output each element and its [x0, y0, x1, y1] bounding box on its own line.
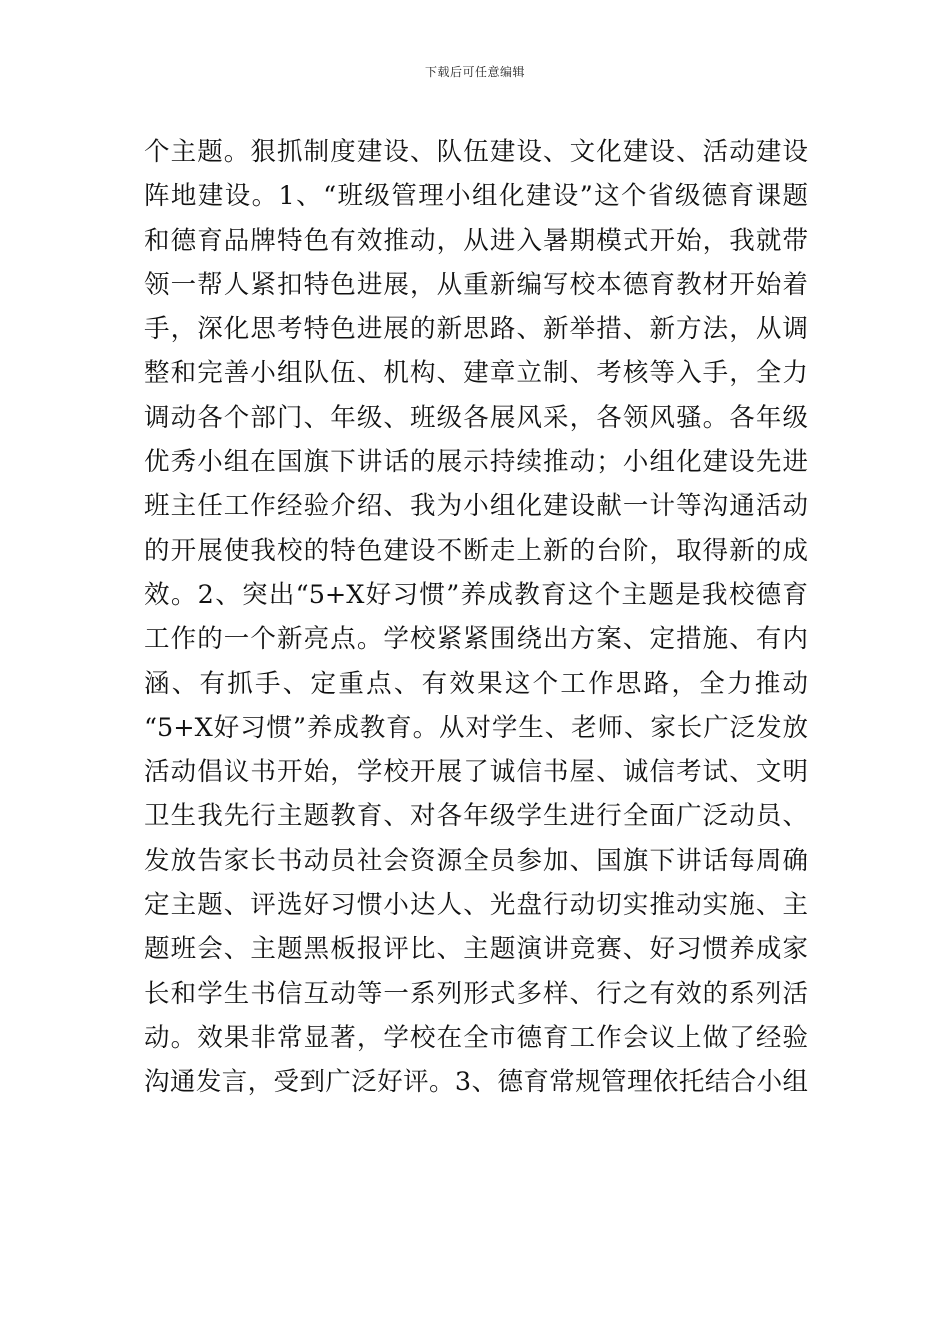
- text-line: 沟通发言，受到广泛好评。3、德育常规管理依托结合小组: [144, 1067, 808, 1098]
- text-line: 活动倡议书开始，学校开展了诚信书屋、诚信考试、文明: [144, 757, 808, 788]
- document-body: [144, 130, 808, 1105]
- text-line: 涵、有抓手、定重点、有效果这个工作思路，全力推动: [144, 668, 808, 699]
- text-line: 定主题、评选好习惯小达人、光盘行动切实推动实施、主: [144, 890, 808, 921]
- text-line: 阵地建设。1、“班级管理小组化建设”这个省级德育课题: [144, 181, 808, 212]
- text-line: 个主题。狠抓制度建设、队伍建设、文化建设、活动建设: [144, 137, 808, 167]
- text-line: 卫生我先行主题教育、对各年级学生进行全面广泛动员、: [144, 801, 808, 832]
- text-line: 调动各个部门、年级、班级各展风采，各领风骚。各年级: [144, 402, 808, 433]
- page-header-note: 下载后可任意编辑: [424, 65, 525, 79]
- text-line: 长和学生书信互动等一系列形式多样、行之有效的系列活: [144, 978, 808, 1009]
- text-line: 效。2、突出“5+X好习惯”养成教育这个主题是我校德育: [144, 579, 808, 610]
- text-line: “5+X好习惯”养成教育。从对学生、老师、家长广泛发放: [144, 712, 808, 743]
- text-line: 发放告家长书动员社会资源全员参加、国旗下讲话每周确: [144, 845, 808, 876]
- text-line: 的开展使我校的特色建设不断走上新的台阶，取得新的成: [144, 535, 808, 566]
- text-line: 工作的一个新亮点。学校紧紧围绕出方案、定措施、有内: [144, 624, 808, 655]
- text-line: 班主任工作经验介绍、我为小组化建设献一计等沟通活动: [144, 491, 808, 522]
- text-line: 手，深化思考特色进展的新思路、新举措、新方法，从调: [144, 314, 808, 345]
- text-line: 动。效果非常显著，学校在全市德育工作会议上做了经验: [144, 1022, 808, 1053]
- text-line: 优秀小组在国旗下讲话的展示持续推动；小组化建设先进: [144, 447, 808, 478]
- text-line: 和德育品牌特色有效推动，从进入暑期模式开始，我就带: [144, 225, 808, 256]
- text-line: 领一帮人紧扣特色进展，从重新编写校本德育教材开始着: [144, 269, 808, 300]
- text-line: 整和完善小组队伍、机构、建章立制、考核等入手，全力: [144, 358, 808, 389]
- text-line: 题班会、主题黑板报评比、主题演讲竞赛、好习惯养成家: [144, 934, 808, 965]
